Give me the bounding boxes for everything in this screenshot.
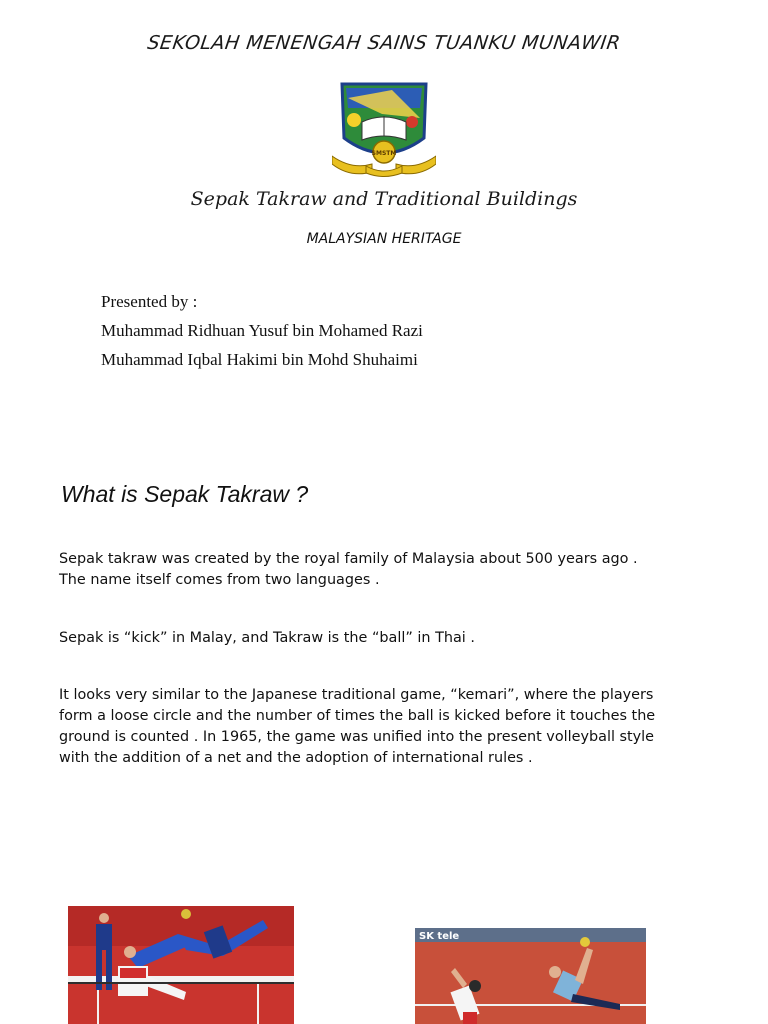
paragraph-line: It looks very similar to the Japanese traditional game, “kemari”, where the players bbox=[59, 687, 654, 703]
paragraph-line: Sepak is “kick” in Malay, and Takraw is the “ball” in Thai . bbox=[59, 630, 475, 646]
presenter-name: Muhammad Iqbal Hakimi bin Mohd Shuhaimi bbox=[101, 350, 418, 369]
presenter-name: Muhammad Ridhuan Yusuf bin Mohamed Razi bbox=[101, 321, 423, 340]
presenters-label: Presented by : bbox=[101, 292, 198, 311]
school-crest-logo bbox=[332, 78, 436, 180]
sepak-takraw-photo-1 bbox=[68, 906, 294, 1024]
presenters-block bbox=[101, 287, 423, 374]
paragraph-line: form a loose circle and the number of times the ball is kicked before it touches the bbox=[59, 708, 656, 724]
paragraph-line: Sepak takraw was created by the royal family of Malaysia about 500 years ago . bbox=[59, 551, 638, 567]
paragraph-etymology bbox=[59, 628, 739, 649]
heritage-heading: MALAYSIAN HERITAGE bbox=[306, 231, 462, 247]
paragraph-history bbox=[59, 685, 739, 769]
paragraph-origin bbox=[59, 549, 739, 591]
paragraph-line: The name itself comes from two languages . bbox=[59, 572, 380, 588]
section-title: What is Sepak Takraw ? bbox=[61, 481, 309, 507]
school-name: SEKOLAH MENENGAH SAINS TUANKU MUNAWIR bbox=[146, 32, 622, 54]
paragraph-line: ground is counted . In 1965, the game was unified into the present volleyball style bbox=[59, 729, 655, 745]
crest-text: SMSTM bbox=[371, 150, 397, 157]
presentation-subtitle: Sepak Takraw and Traditional Buildings bbox=[190, 188, 578, 210]
sepak-takraw-photo-2 bbox=[415, 928, 646, 1024]
paragraph-line: with the addition of a net and the adoption of international rules . bbox=[59, 750, 533, 766]
banner-text: SK tele bbox=[419, 931, 460, 942]
